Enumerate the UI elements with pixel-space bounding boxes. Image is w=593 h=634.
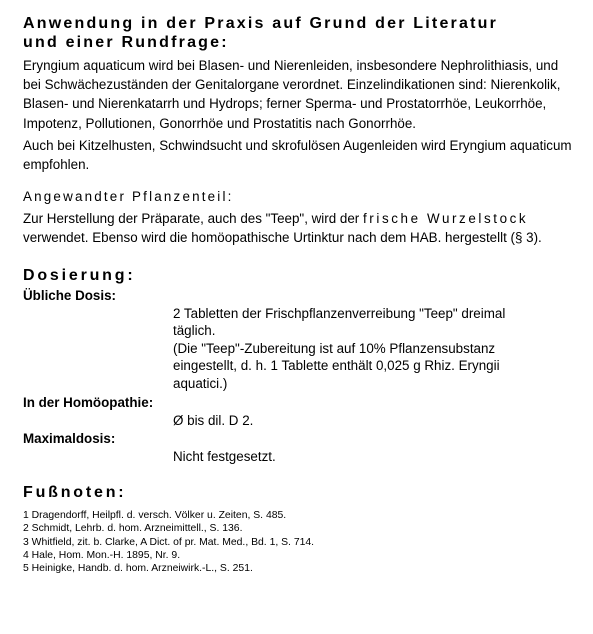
homeopathy-label: In der Homöopathie: [23,394,154,410]
plant-part-emphasis: frische Wurzelstock [362,211,529,227]
homeopathy-value: Ø bis dil. D 2. [173,412,254,428]
application-heading [23,14,573,52]
usual-dose-note: (Die "Teep"-Zubereitung ist auf 10% Pflanzensubstanz eingestellt, d. h. 1 Tablette enthält 0,025 g Rhiz. Eryngii aquatici.) [173,340,500,391]
usual-dose-value: 2 Tabletten der Frischpflanzenverreibung "Teep" dreimal täglich. [173,305,506,339]
footnote-item: 3 Whitfield, zit. b. Clarke, A Dict. of pr. Mat. Med., Bd. 1, S. 714. [23,536,315,548]
footnote-item: 1 Dragendorff, Heilpfl. d. versch. Völker u. Zeiten, S. 485. [23,509,287,521]
footnote-item: 5 Heinigke, Handb. d. hom. Arzneiwirk.-L., S. 251. [23,563,253,575]
application-heading-line-1: Anwendung in der Praxis auf Grund der Literatur [23,15,499,32]
footnote-item: 4 Hale, Hom. Mon.-H. 1895, Nr. 9. [23,550,181,561]
plant-part-text-before: Zur Herstellung der Präparate, auch des "Teep", wird der [23,211,363,227]
max-dose-label: Maximaldosis: [23,431,116,447]
footnote-item: 2 Schmidt, Lehrb. d. hom. Arzneimittell., S. 136. [23,523,243,535]
footnotes-heading: Fußnoten: [23,483,127,501]
usual-dose-label: Übliche Dosis: [23,287,117,303]
plant-part-text-after: verwendet. Ebenso wird die homöopathische Urtinktur nach dem HAB. hergestellt (§ 3). [23,230,542,246]
application-paragraph-1: Eryngium aquaticum wird bei Blasen- und Nierenleiden, insbesondere Nephrolithiasis, und bei Schwächezuständen der Genitalorgane verordnet. Einzelindikationen sind: Nierenkolik, Blasen- und Nierenkatarrh und Hydrops; ferner Sperma- und Prostatorrhöe, Leukorrhöe, Impotenz, Pollutionen, Gonorrhöe und Prostatitis nach Gonorrhöe. [23,58,561,131]
application-paragraph-2: Auch bei Kitzelhusten, Schwindsucht und skrofulösen Augenleiden wird Eryngium aquaticum empfohlen. [23,137,572,173]
footnotes-list [23,509,573,576]
plant-part-heading: Angewandter Pflanzenteil: [23,189,234,205]
application-heading-line-2: und einer Rundfrage: [23,34,229,51]
document-content [23,14,573,576]
max-dose-value: Nicht festgesetzt. [173,449,276,465]
plant-part-paragraph [23,209,573,247]
dosage-heading: Dosierung: [23,266,136,284]
